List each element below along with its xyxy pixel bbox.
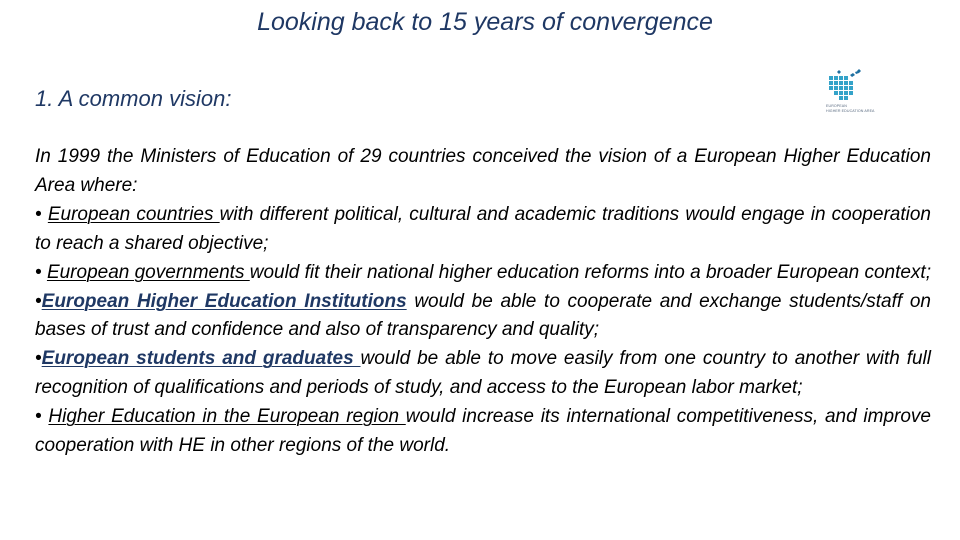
bullet-marker: • [35, 261, 47, 283]
bullet-lead: European Higher Education Institutions [41, 290, 407, 312]
body-text [35, 143, 931, 461]
bullet-lead: Higher Education in the European region [48, 406, 406, 428]
bullet-marker: • [35, 406, 49, 428]
bullet-4 [35, 345, 931, 403]
bullet-marker: • [35, 203, 48, 225]
bullet-text: would be able to move easily from one country to another with full recognition of qualifications and periods of study, and access to the European labor market; [35, 348, 932, 399]
bullet-5 [35, 403, 931, 461]
section-heading: 1. A common vision: [35, 86, 232, 111]
bullet-text: would increase its international competitiveness, and improve cooperation with HE in other regions of the world. [35, 406, 931, 457]
bullet-lead: European countries [47, 203, 220, 225]
bullet-text: with different political, cultural and academic traditions would engage in cooperation to reach a shared objective; [35, 203, 931, 254]
bullet-text: would be able to cooperate and exchange students/staff on bases of trust and confidence and also of transparency and quality; [35, 290, 931, 341]
bullet-text: would fit their national higher education reforms into a broader European context; [249, 261, 931, 283]
logo-caption-line1: EUROPEAN [826, 104, 847, 108]
bullet-marker: • [35, 290, 42, 312]
ehea-logo [823, 68, 883, 120]
intro-paragraph: In 1999 the Ministers of Education of 29 countries conceived the vision of a European Higher Education Area where: [35, 146, 931, 196]
bullet-1 [35, 201, 931, 259]
bullet-lead: European students and graduates [41, 348, 361, 370]
ehea-map-icon [823, 68, 883, 102]
slide-title: Looking back to 15 years of convergence [257, 8, 713, 36]
bullet-2 [35, 259, 931, 288]
bullet-lead: European governments [46, 261, 250, 283]
logo-caption-line2: HIGHER EDUCATION AREA [826, 109, 875, 113]
bullet-3 [35, 288, 931, 346]
bullet-marker: • [35, 348, 42, 370]
